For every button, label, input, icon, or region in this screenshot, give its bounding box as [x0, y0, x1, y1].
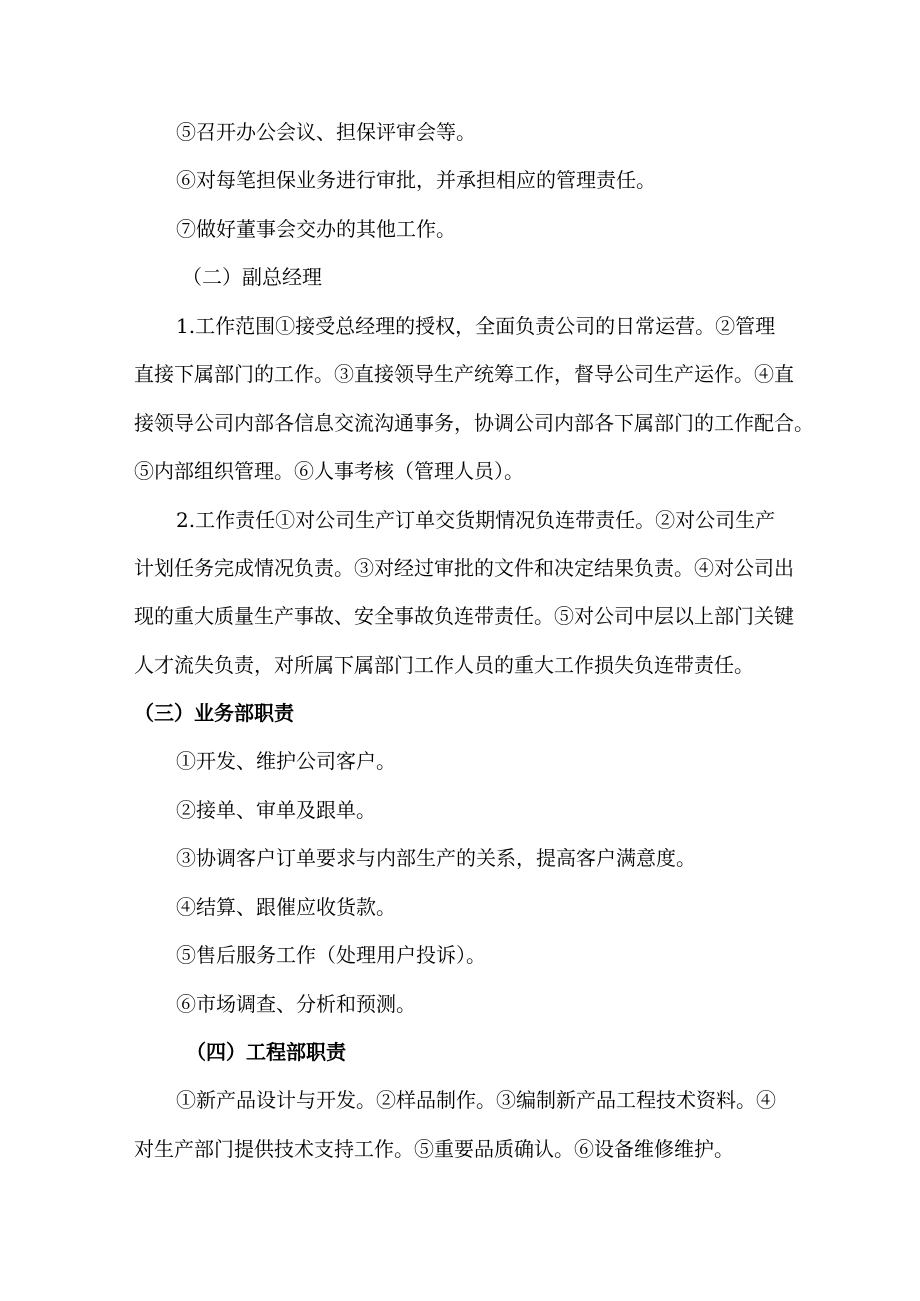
text-line: ④结算、跟催应收货款。: [176, 895, 396, 919]
text-line: 1.工作范围①接受总经理的授权，全面负责公司的日常运营。②管理: [176, 314, 776, 338]
text-line: 2.工作责任①对公司生产订单交货期情况负连带责任。②对公司生产: [176, 508, 776, 532]
text-line: 对生产部门提供技术支持工作。⑤重要品质确认。⑥设备维修维护。: [134, 1137, 734, 1161]
text-line: ⑥对每笔担保业务进行审批，并承担相应的管理责任。: [176, 168, 656, 192]
text-line: ②接单、审单及跟单。: [176, 798, 376, 822]
text-line: ①开发、维护公司客户。: [176, 749, 396, 773]
text-line: ⑦做好董事会交办的其他工作。: [176, 217, 456, 241]
text-line: ⑤召开办公会议、担保评审会等。: [176, 120, 476, 144]
text-line: 现的重大质量生产事故、安全事故负连带责任。⑤对公司中层以上部门关键: [134, 604, 794, 628]
text-line: ⑤售后服务工作（处理用户投诉）。: [176, 943, 486, 967]
text-line: ⑥市场调查、分析和预测。: [176, 992, 416, 1016]
text-line: 直接下属部门的工作。③直接领导生产统筹工作，督导公司生产运作。④直: [134, 362, 794, 386]
text-line: ③协调客户订单要求与内部生产的关系，提高客户满意度。: [176, 846, 696, 870]
text-line: ⑤内部组织管理。⑥人事考核（管理人员）。: [134, 459, 524, 483]
text-line: ①新产品设计与开发。②样品制作。③编制新产品工程技术资料。④: [176, 1088, 776, 1112]
text-line: 计划任务完成情况负责。③对经过审批的文件和决定结果负责。④对公司出: [134, 556, 794, 580]
section-heading: （四）工程部职责: [186, 1040, 346, 1064]
section-heading: （二）副总经理: [182, 265, 322, 289]
text-line: 接领导公司内部各信息交流沟通事务，协调公司内部各下属部门的工作配合。: [134, 411, 814, 435]
section-heading: （三）业务部职责: [134, 701, 294, 725]
text-line: 人才流失负责，对所属下属部门工作人员的重大工作损失负连带责任。: [134, 653, 754, 677]
